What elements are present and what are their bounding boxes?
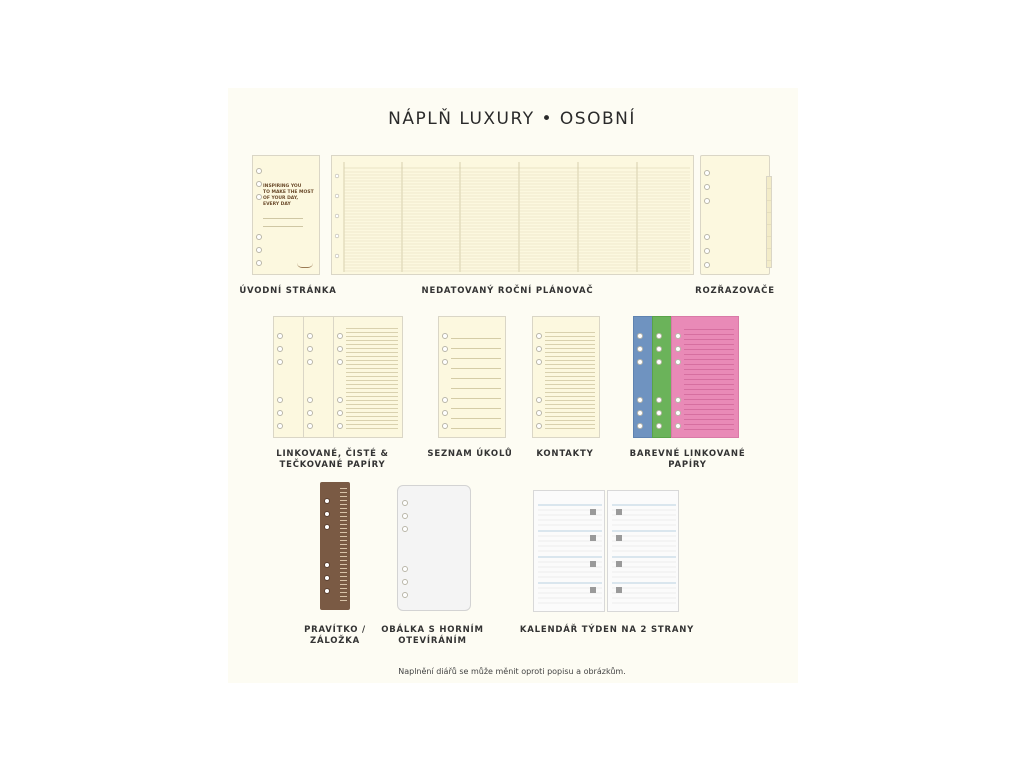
week-calendar-right-image — [607, 490, 679, 612]
brand-mark-image — [297, 263, 313, 268]
label-lined-papers: LINKOVANÉ, ČISTÉ & TEČKOVANÉ PAPÍRY — [276, 449, 389, 470]
dividers-image — [700, 155, 770, 275]
cover-headline-4: EVERY DAY — [263, 202, 291, 207]
cover-headline-2: TO MAKE THE MOST — [263, 190, 314, 195]
label-title-page: ÚVODNÍ STRÁNKA — [239, 286, 337, 296]
title-page-image — [252, 155, 320, 275]
cover-headline-1: INSPIRING YOU — [263, 184, 302, 189]
lined-paper-image — [333, 316, 403, 438]
cover-headline-3: OF YOUR DAY, — [263, 196, 299, 201]
top-opening-envelope-image — [397, 485, 471, 611]
label-envelope: OBÁLKA S HORNÍM OTEVÍRÁNÍM — [381, 625, 484, 646]
label-yearly-planner: NEDATOVANÝ ROČNÍ PLÁNOVAČ — [421, 286, 594, 296]
label-ruler: PRAVÍTKO / ZÁLOŽKA — [304, 625, 366, 646]
label-contacts: KONTAKTY — [536, 449, 594, 459]
week-calendar-left-image — [533, 490, 605, 612]
footnote: Naplnění diářů se může měnit oproti popisu a obrázkům. — [398, 667, 626, 676]
page-title: NÁPLŇ LUXURY • OSOBNÍ — [388, 109, 636, 129]
pink-paper-image — [671, 316, 739, 438]
plain-paper-image — [273, 316, 307, 438]
label-week-calendar: KALENDÁŘ TÝDEN NA 2 STRANY — [519, 625, 695, 635]
dotted-paper-image — [303, 316, 337, 438]
ruler-bookmark-image — [320, 482, 350, 610]
contacts-image — [532, 316, 600, 438]
label-todo-list: SEZNAM ÚKOLŮ — [427, 449, 513, 459]
label-dividers: ROZŘAZOVAČE — [695, 286, 775, 296]
label-colored-papers: BAREVNÉ LINKOVANÉ PAPÍRY — [629, 449, 746, 470]
todo-list-image — [438, 316, 506, 438]
yearly-planner-image — [331, 155, 694, 275]
